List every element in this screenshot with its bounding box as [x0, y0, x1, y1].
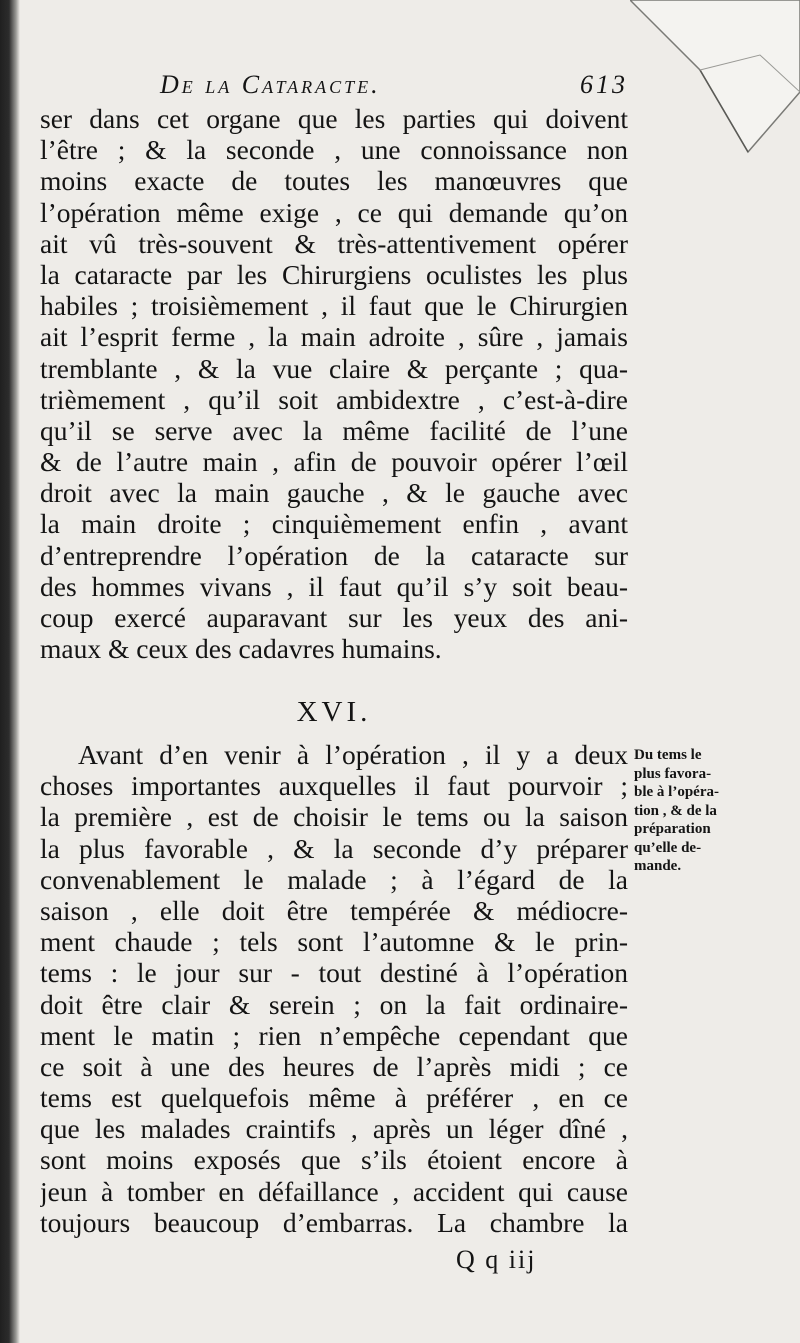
paragraph-2 — [40, 739, 628, 1238]
section-heading: XVI. — [296, 696, 372, 728]
text-line: l’être ; & la seconde , une connoissance non — [40, 134, 628, 166]
text-line: doit être clair & serein ; on la fait ordinaire- — [40, 988, 628, 1020]
margin-note-line: qu’elle de- — [634, 839, 702, 856]
text-line: ait vû très-souvent & très-attentivement opérer — [40, 227, 628, 259]
running-head — [160, 70, 628, 106]
margin-note-line: tion , & de la — [634, 802, 717, 819]
running-title: De la Cataracte. — [160, 70, 381, 99]
text-line: des hommes vivans , il faut qu’il s’y soit beau- — [40, 570, 628, 602]
text-line: choses importantes auxquelles il faut pourvoir ; — [40, 770, 628, 802]
page-number: 613 — [580, 70, 628, 99]
text-line: coup exercé auparavant sur les yeux des ani- — [40, 602, 628, 633]
text-line: d’entreprendre l’opération de la cataracte sur — [40, 539, 628, 571]
text-line: moins exacte de toutes les manœuvres que — [40, 165, 628, 197]
text-line: ser dans cet organe que les parties qui doivent — [40, 103, 628, 134]
margin-note-line: ble à l’opéra- — [634, 784, 719, 800]
text-line: la première , est de choisir le tems ou la saison — [40, 801, 628, 833]
paragraph-1 — [40, 103, 628, 664]
text-line: la plus favorable , & la seconde d’y préparer — [40, 832, 628, 864]
text-line: ce soit à une des heures de l’après midi ; ce — [40, 1050, 628, 1082]
text-line: tremblante , & la vue claire & perçante ; qua- — [40, 352, 628, 384]
text-line: ment chaude ; tels sont l’automne & le prin- — [40, 926, 628, 958]
folded-corner — [630, 0, 800, 160]
margin-note-line: préparation — [634, 821, 711, 837]
text-line: qu’il se serve avec la même facilité de l’une — [40, 414, 628, 446]
margin-note-line: Du tems le — [634, 747, 702, 763]
text-line: habiles ; troisièmement , il faut que le Chirurgien — [40, 290, 628, 322]
text-line: jeun à tomber en défaillance , accident qui cause — [40, 1175, 628, 1207]
text-line: saison , elle doit être tempérée & médiocre- — [40, 894, 628, 926]
text-line: que les malades craintifs , après un léger dîné , — [40, 1113, 628, 1145]
text-line: sont moins exposés que s’ils étoient encore à — [40, 1144, 628, 1176]
text-line: maux & ceux des cadavres humains. — [40, 633, 442, 665]
margin-note-line: mande. — [634, 858, 682, 874]
text-line: droit avec la main gauche , & le gauche avec — [40, 477, 628, 509]
text-line: ait l’esprit ferme , la main adroite , sûre , jamais — [40, 321, 628, 353]
text-line: tems : le jour sur - tout destiné à l’opération — [40, 957, 628, 989]
binding-gutter — [0, 0, 20, 1343]
text-line: la main droite ; cinquièmement enfin , avant — [40, 508, 628, 540]
text-line: l’opération même exige , ce qui demande qu’on — [40, 196, 628, 228]
signature-mark: Q q iij — [456, 1245, 537, 1274]
text-line: tems est quelquefois même à préférer , en ce — [40, 1082, 628, 1114]
text-line: & de l’autre main , afin de pouvoir opérer l’œil — [40, 446, 628, 478]
text-line: la cataracte par les Chirurgiens oculistes les plus — [40, 258, 628, 290]
text-line: convenablement le malade ; à l’égard de la — [40, 863, 628, 895]
text-line: Avant d’en venir à l’opération , il y a deux — [78, 739, 628, 770]
margin-note — [634, 746, 756, 876]
margin-note-line: plus favora- — [634, 765, 712, 782]
text-line: ment le matin ; rien n’empêche cependant que — [40, 1019, 628, 1051]
text-line: toujours beaucoup d’embarras. La chambre la — [40, 1206, 628, 1238]
text-line: trièmement , qu’il soit ambidextre , c’est-à-dire — [40, 383, 628, 415]
